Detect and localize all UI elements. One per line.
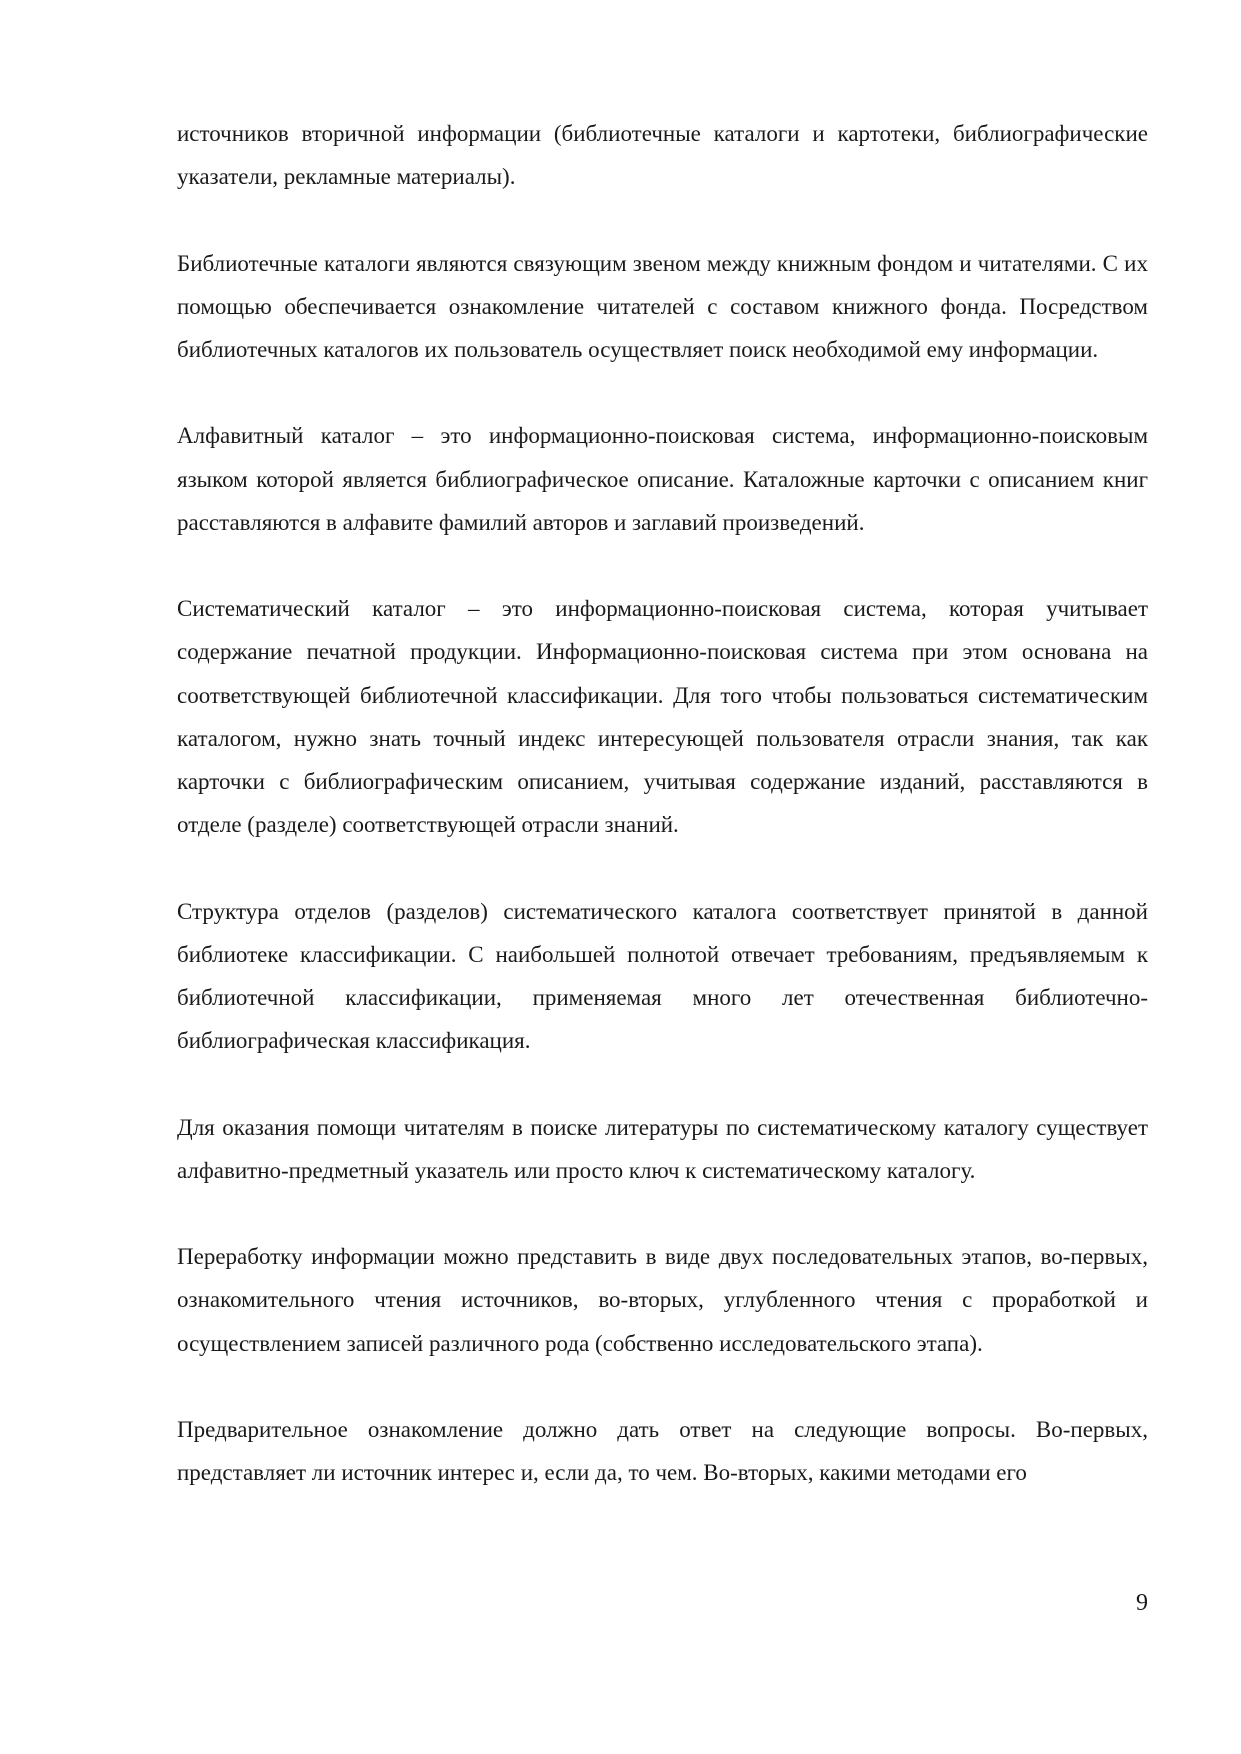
- text-body: [177, 112, 1148, 1538]
- paragraph: Предварительное ознакомление должно дать ответ на следующие вопросы. Во-первых, представляет ли источник интерес и, если да, то чем. Во-вторых, какими методами его: [177, 1416, 1148, 1486]
- paragraph: Для оказания помощи читателям в поиске литературы по систематическому каталогу существует алфавитно-предметный указатель или просто ключ к систематическому каталогу.: [177, 1114, 1148, 1183]
- page-number: 9: [1136, 1590, 1148, 1616]
- paragraph: Систематический каталог – это информационно-поисковая система, которая учитывает содержание печатной продукции. Информационно-поисковая система при этом основана на соответствующей библиотечной классификации. Для того чтобы пользоваться систематическим каталогом, нужно знать точный индекс интересующей пользователя отрасли знания, так как карточки с библиографическим описанием, учитывая содержание изданий, расставляются в отделе (разделе) соответствующей отрасли знаний.: [177, 596, 1148, 838]
- paragraph: источников вторичной информации (библиотечные каталоги и картотеки, библиографические указатели, рекламные материалы).: [177, 121, 1148, 190]
- paragraph: Библиотечные каталоги являются связующим звеном между книжным фондом и читателями. С их помощью обеспечивается ознакомление читателей с составом книжного фонда. Посредством библиотечных каталогов их пользователь осуществляет поиск необходимой ему информации.: [177, 250, 1148, 362]
- paragraph: Алфавитный каталог – это информационно-поисковая система, информационно-поисковым языком которой является библиографическое описание. Каталожные карточки с описанием книг расставляются в алфавите фамилий авторов и заглавий произведений.: [177, 423, 1148, 535]
- paragraph: Переработку информации можно представить в виде двух последовательных этапов, во-первых, ознакомительного чтения источников, во-вторых, углубленного чтения с проработкой и осуществлением записей различного рода (собственно исследовательского этапа).: [177, 1244, 1148, 1356]
- paragraph: Структура отделов (разделов) систематического каталога соответствует принятой в данной библиотеке классификации. С наибольшей полнотой отвечает требованиям, предъявляемым к библиотечной классификации, применяемая много лет отечественная библиотечно-библиографическая классификация.: [177, 898, 1148, 1054]
